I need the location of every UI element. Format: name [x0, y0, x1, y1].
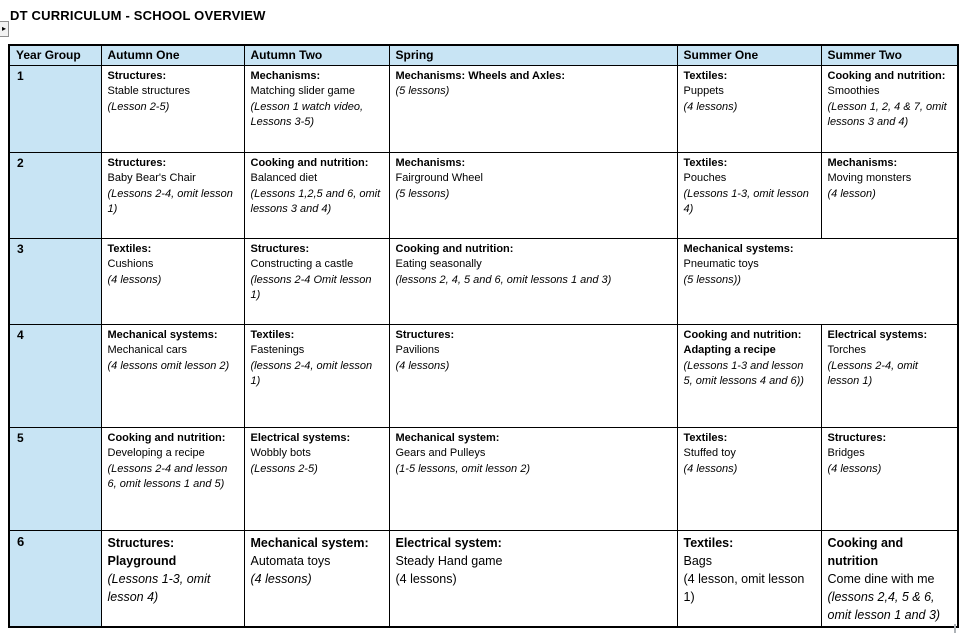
curriculum-cell-text: (lessons 2-4 Omit lesson 1) [250, 273, 372, 301]
curriculum-cell [677, 427, 821, 530]
curriculum-cell-text: (4 lessons) [250, 571, 312, 586]
curriculum-cell-text: Eating seasonally [395, 258, 482, 270]
curriculum-cell [677, 152, 821, 238]
curriculum-cell-text: Structures: [107, 156, 167, 169]
curriculum-cell-text: Textiles: [683, 431, 728, 444]
table-header-row [9, 45, 958, 65]
curriculum-cell-text: (lessons 2, 4, 5 and 6, omit lessons 1 and 3) [395, 273, 612, 286]
curriculum-cell-text: Structures: [250, 242, 310, 255]
year-group-cell: 4 [9, 324, 101, 427]
curriculum-cell-text: Pneumatic toys [683, 258, 759, 270]
curriculum-cell-text: Wobbly bots [250, 447, 311, 459]
curriculum-cell-text: Mechanical cars [107, 344, 187, 356]
curriculum-cell-text: (lessons 2-4, omit lesson 1) [250, 359, 373, 387]
pane-toggle-button[interactable] [0, 21, 9, 37]
table-row [9, 65, 958, 152]
curriculum-table-body [9, 65, 958, 627]
curriculum-cell-text: (Lessons 2-4, omit lesson 1) [107, 187, 233, 215]
year-group-cell: 1 [9, 65, 101, 152]
curriculum-cell [244, 152, 389, 238]
curriculum-cell-text: Electrical system: [395, 535, 502, 550]
curriculum-cell-text: Developing a recipe [107, 447, 205, 459]
curriculum-cell-text: (Lesson 2-5) [107, 100, 170, 113]
curriculum-cell-text: (Lessons 2-4, omit lesson 1) [827, 359, 918, 387]
table-row [9, 238, 958, 324]
curriculum-cell-text: Cooking and nutrition: [250, 156, 369, 169]
curriculum-cell-text: Mechanisms: [395, 156, 466, 169]
curriculum-cell [389, 324, 677, 427]
column-header-autumn-one: Autumn One [101, 45, 244, 65]
curriculum-cell-text: (4 lessons) [683, 462, 738, 475]
curriculum-cell-text: (lessons 2,4, 5 & 6, omit lesson 1 and 3) [827, 589, 941, 622]
curriculum-cell [821, 427, 958, 530]
table-row [9, 152, 958, 238]
curriculum-cell [389, 530, 677, 627]
column-header-summer-one: Summer One [677, 45, 821, 65]
curriculum-cell-text: (4 lessons) [395, 571, 457, 586]
curriculum-cell-text: (5 lessons) [395, 85, 450, 97]
curriculum-cell [821, 530, 958, 627]
curriculum-cell-text: (4 lesson) [827, 187, 876, 200]
curriculum-cell [101, 65, 244, 152]
curriculum-cell [244, 65, 389, 152]
curriculum-cell-text: (1-5 lessons, omit lesson 2) [395, 462, 530, 475]
curriculum-cell [101, 324, 244, 427]
year-group-cell: 2 [9, 152, 101, 238]
curriculum-cell-text: (Lessons 1,2,5 and 6, omit lessons 3 and 4) [250, 187, 381, 215]
curriculum-cell-text: Baby Bear's Chair [107, 172, 196, 184]
curriculum-cell-text: Mechanisms: Wheels and Axles: [395, 69, 566, 82]
curriculum-cell-text: Stable structures [107, 85, 191, 97]
curriculum-cell-text: Cooking and nutrition: [827, 69, 946, 82]
curriculum-cell-text: Fastenings [250, 344, 305, 356]
curriculum-cell-text: Torches [827, 344, 867, 356]
curriculum-cell-text: Mechanical system: [250, 535, 369, 550]
year-group-cell: 3 [9, 238, 101, 324]
curriculum-cell-text: Cooking and nutrition: [683, 328, 802, 341]
curriculum-cell [101, 152, 244, 238]
page-title: DT CURRICULUM - SCHOOL OVERVIEW [10, 8, 266, 23]
curriculum-cell-text: Electrical systems: [827, 328, 928, 341]
expand-arrow-icon: ▸ [1, 24, 6, 33]
curriculum-cell-text: Textiles: [683, 535, 734, 550]
curriculum-cell-text: (Lessons 2-4 and lesson 6, omit lessons 1 and 5) [107, 462, 228, 490]
curriculum-cell-text: (5 lessons)) [683, 273, 741, 286]
curriculum-cell [389, 427, 677, 530]
curriculum-cell [244, 238, 389, 324]
curriculum-cell-text: Balanced diet [250, 172, 318, 184]
curriculum-cell [821, 65, 958, 152]
year-group-cell: 6 [9, 530, 101, 627]
curriculum-cell-text: Fairground Wheel [395, 172, 483, 184]
curriculum-cell-text: Bridges [827, 447, 865, 459]
curriculum-cell-text: (Lesson 1 watch video, Lessons 3-5) [250, 100, 364, 128]
curriculum-cell [389, 65, 677, 152]
curriculum-cell-text: Structures: [107, 535, 175, 550]
curriculum-cell [677, 324, 821, 427]
curriculum-cell-text: Come dine with me [827, 571, 935, 586]
curriculum-cell-text: (4 lessons omit lesson 2) [107, 359, 230, 372]
year-group-cell: 5 [9, 427, 101, 530]
curriculum-cell [677, 65, 821, 152]
table-row [9, 530, 958, 627]
column-header-spring: Spring [389, 45, 677, 65]
curriculum-cell-text: Mechanisms: [250, 69, 321, 82]
curriculum-cell-text: (5 lessons) [395, 187, 450, 200]
column-header-autumn-two: Autumn Two [244, 45, 389, 65]
curriculum-cell-text: (Lessons 1-3 and lesson 5, omit lessons 4 and 6)) [683, 359, 804, 387]
curriculum-cell [244, 427, 389, 530]
curriculum-cell-text: (Lessons 1-3, omit lesson 4) [107, 571, 211, 604]
curriculum-cell-text: Cooking and nutrition: [395, 242, 514, 255]
curriculum-cell [101, 530, 244, 627]
curriculum-cell-text: Matching slider game [250, 85, 356, 97]
curriculum-cell-text: Structures: [827, 431, 887, 444]
curriculum-cell [389, 152, 677, 238]
curriculum-cell-text: Stuffed toy [683, 447, 736, 459]
column-header-summer-two: Summer Two [821, 45, 958, 65]
curriculum-cell-text: Smoothies [827, 85, 880, 97]
curriculum-cell [821, 324, 958, 427]
curriculum-cell-text: Cooking and nutrition [827, 535, 904, 568]
curriculum-cell-text: Pouches [683, 172, 727, 184]
curriculum-cell-text: (Lessons 2-5) [250, 462, 318, 475]
curriculum-cell [101, 238, 244, 324]
curriculum-cell-text: Electrical systems: [250, 431, 351, 444]
vertical-scrollbar[interactable] [954, 624, 956, 633]
curriculum-cell-text: (4 lessons) [395, 359, 450, 372]
table-row [9, 324, 958, 427]
curriculum-table [8, 44, 959, 628]
curriculum-cell-text: Puppets [683, 85, 724, 97]
table-row [9, 427, 958, 530]
curriculum-cell [244, 324, 389, 427]
curriculum-cell-text: (4 lessons) [107, 273, 162, 286]
curriculum-cell-text: (4 lesson, omit lesson 1) [683, 571, 805, 604]
curriculum-cell-text: (4 lessons) [683, 100, 738, 113]
curriculum-cell [389, 238, 677, 324]
curriculum-cell-text: Steady Hand game [395, 553, 503, 568]
curriculum-cell [677, 530, 821, 627]
curriculum-cell-text: Automata toys [250, 553, 331, 568]
curriculum-cell-text: Textiles: [107, 242, 152, 255]
curriculum-cell-text: Mechanical systems: [683, 242, 794, 255]
curriculum-cell [244, 530, 389, 627]
curriculum-cell-text: Mechanisms: [827, 156, 898, 169]
curriculum-cell-text: Moving monsters [827, 172, 912, 184]
curriculum-cell-text: Playground [107, 553, 177, 568]
curriculum-cell-text: Textiles: [250, 328, 295, 341]
column-header-year-group: Year Group [9, 45, 101, 65]
curriculum-cell-text: Structures: [395, 328, 455, 341]
curriculum-cell [101, 427, 244, 530]
curriculum-cell-text: Adapting a recipe [683, 344, 776, 356]
curriculum-cell-text: (4 lessons) [827, 462, 882, 475]
curriculum-cell-text: (Lesson 1, 2, 4 & 7, omit lessons 3 and 4) [827, 100, 947, 128]
curriculum-cell-text: Cooking and nutrition: [107, 431, 226, 444]
curriculum-cell-text: (Lessons 1-3, omit lesson 4) [683, 187, 809, 215]
curriculum-cell-text: Pavilions [395, 344, 440, 356]
curriculum-cell [821, 152, 958, 238]
curriculum-cell-text: Textiles: [683, 69, 728, 82]
curriculum-cell-text: Mechanical systems: [107, 328, 218, 341]
curriculum-cell-text: Structures: [107, 69, 167, 82]
curriculum-cell-text: Gears and Pulleys [395, 447, 486, 459]
curriculum-cell-text: Cushions [107, 258, 154, 270]
curriculum-cell-text: Constructing a castle [250, 258, 354, 270]
curriculum-cell-text: Textiles: [683, 156, 728, 169]
curriculum-cell [677, 238, 958, 324]
curriculum-cell-text: Bags [683, 553, 712, 568]
curriculum-cell-text: Mechanical system: [395, 431, 500, 444]
